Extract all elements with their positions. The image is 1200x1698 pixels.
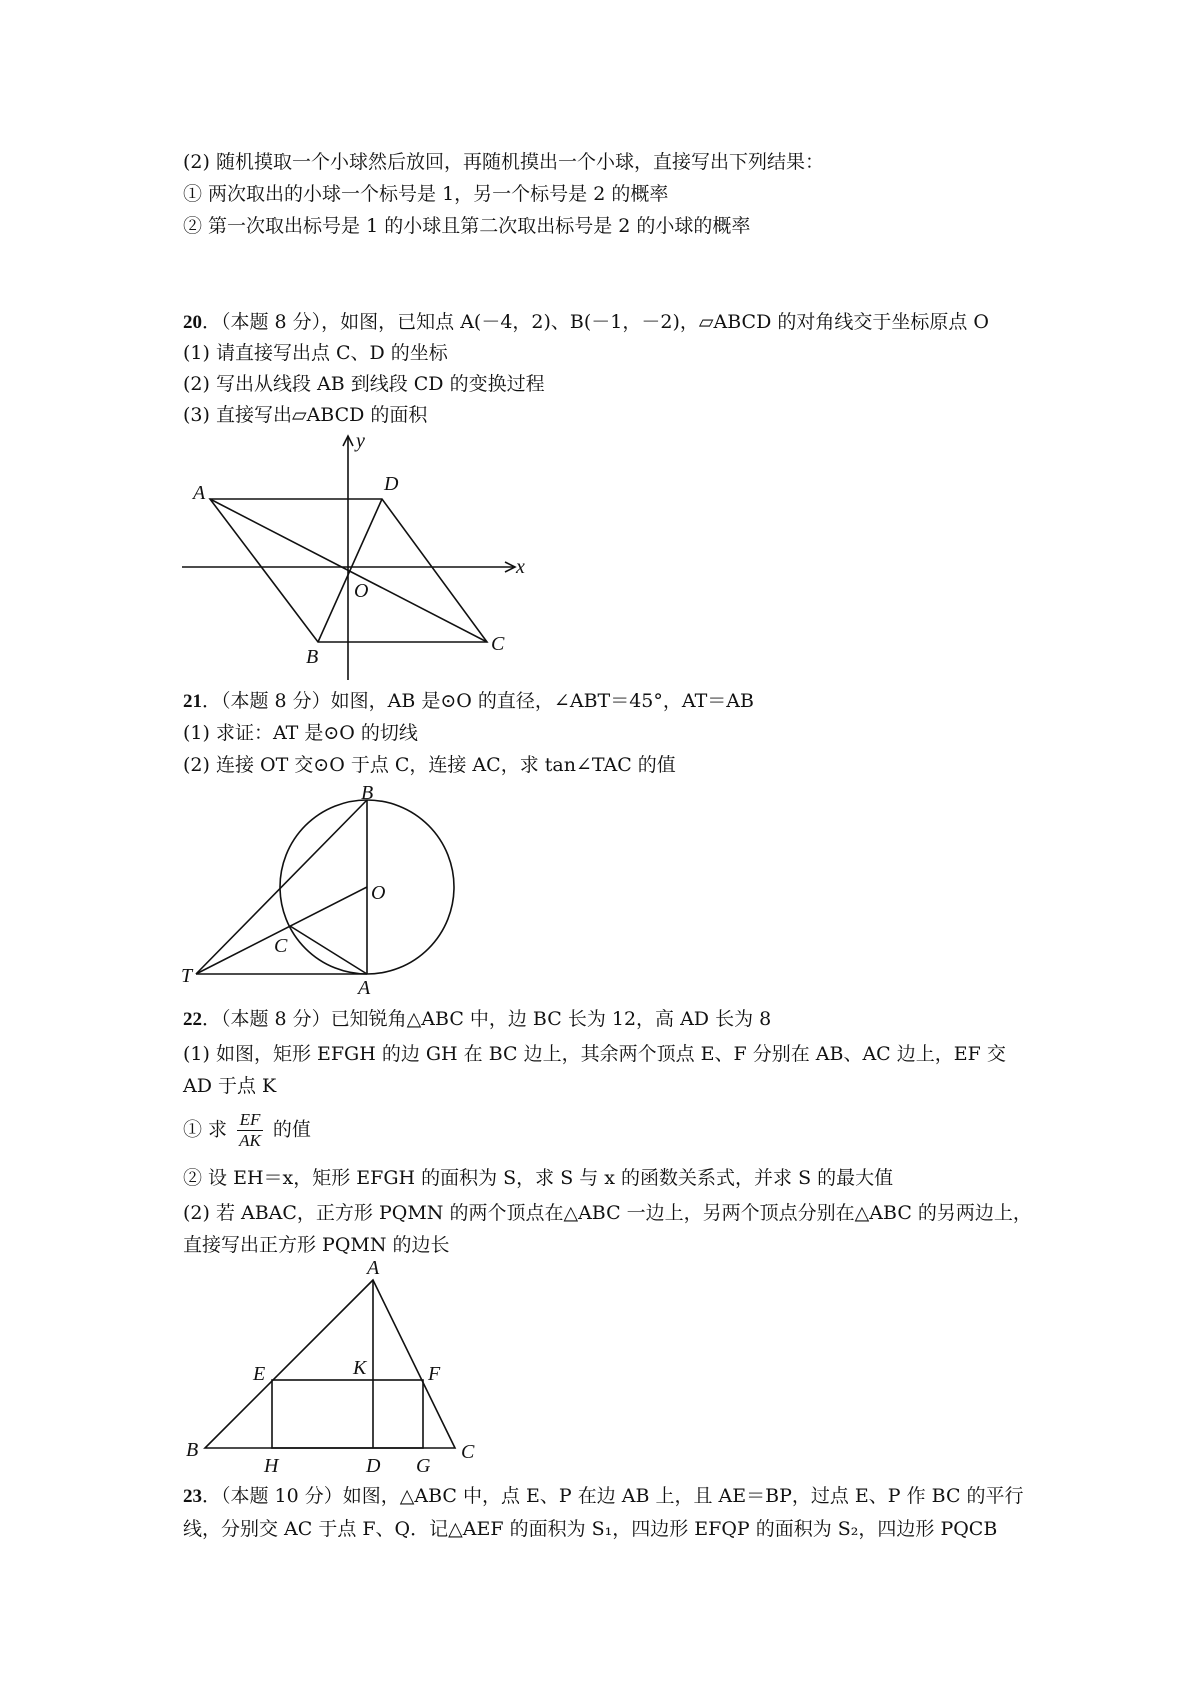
q22-part1: (1) 如图，矩形 EFGH 的边 GH 在 BC 边上，其余两个顶点 E、F 分别在 AB、AC 边上，EF 交 AD 于点 K: [183, 1043, 1006, 1097]
q22-number: 22: [183, 1009, 202, 1030]
label-x: x: [516, 556, 525, 578]
label-y: y: [356, 430, 365, 452]
fraction-numerator: EF: [237, 1110, 263, 1131]
label-F: F: [428, 1363, 441, 1385]
label-E: E: [253, 1363, 266, 1385]
q22-item2: ② 设 EH＝x，矩形 EFGH 的面积为 S，求 S 与 x 的函数关系式，并求 S 的最大值: [183, 1167, 894, 1189]
label-D: D: [384, 473, 399, 495]
q23-stem: [183, 1480, 1033, 1545]
q20-part2: (2) 写出从线段 AB 到线段 CD 的变换过程: [183, 373, 545, 395]
q20-part3: (3) 直接写出▱ABCD 的面积: [183, 404, 428, 426]
label-D: D: [366, 1455, 381, 1477]
label-B: B: [306, 646, 319, 668]
q23-stem-text: ．（本题 10 分）如图，△ABC 中，点 E、P 在边 AB 上，且 AE＝BP，过点 E、P 作 BC 的平行线，分别交 AC 于点 F、Q．记△AEF 的面积为 S₁，四边形 EFQP 的面积为 S₂，四边形 PQCB: [183, 1485, 1024, 1540]
label-H: H: [264, 1455, 279, 1477]
q21-stem-text: ．（本题 8 分）如图，AB 是⊙O 的直径，∠ABT＝45°，AT＝AB: [202, 690, 754, 712]
q20-number: 20: [183, 312, 202, 333]
q23-number: 23: [183, 1486, 202, 1507]
q19-item1: ① 两次取出的小球一个标号是 1，另一个标号是 2 的概率: [183, 183, 669, 205]
label-B: B: [186, 1439, 199, 1461]
label-B: B: [361, 782, 374, 804]
q21-part1: (1) 求证：AT 是⊙O 的切线: [183, 722, 418, 744]
rectangle-efgh: [272, 1380, 423, 1448]
q20-stem-text: ．（本题 8 分），如图，已知点 A(－4，2)、B(－1，－2)，▱ABCD 的对角线交于坐标原点 O: [202, 311, 989, 333]
q22-part2: (2) 若 ABAC，正方形 PQMN 的两个顶点在△ABC 一边上，另两个顶点分别在△ABC 的另两边上，直接写出正方形 PQMN 的边长: [183, 1202, 1032, 1256]
q20-part1: (1) 请直接写出点 C、D 的坐标: [183, 342, 448, 364]
q22-stem-text: ．（本题 8 分）已知锐角△ABC 中，边 BC 长为 12，高 AD 长为 8: [202, 1008, 772, 1030]
label-A: A: [193, 482, 206, 504]
label-A: A: [358, 977, 371, 999]
triangle-abc: [205, 1280, 455, 1448]
label-A: A: [367, 1257, 380, 1279]
q21-number: 21: [183, 691, 202, 712]
label-C: C: [461, 1441, 475, 1463]
q22-item1-suffix: 的值: [272, 1118, 311, 1141]
q21-part2: (2) 连接 OT 交⊙O 于点 C，连接 AC，求 tan∠TAC 的值: [183, 754, 676, 776]
label-O: O: [371, 882, 386, 904]
label-T: T: [181, 965, 193, 987]
q19-part2: (2) 随机摸取一个小球然后放回，再随机摸出一个小球，直接写出下列结果：: [183, 151, 824, 173]
fraction-denominator: AK: [239, 1131, 261, 1150]
label-C: C: [274, 935, 288, 957]
label-O: O: [354, 580, 369, 602]
label-G: G: [416, 1455, 431, 1477]
label-C: C: [491, 633, 505, 655]
q22-item1-prefix: ① 求: [183, 1118, 228, 1141]
label-K: K: [353, 1357, 367, 1379]
q19-item2: ② 第一次取出标号是 1 的小球且第二次取出标号是 2 的小球的概率: [183, 215, 751, 237]
